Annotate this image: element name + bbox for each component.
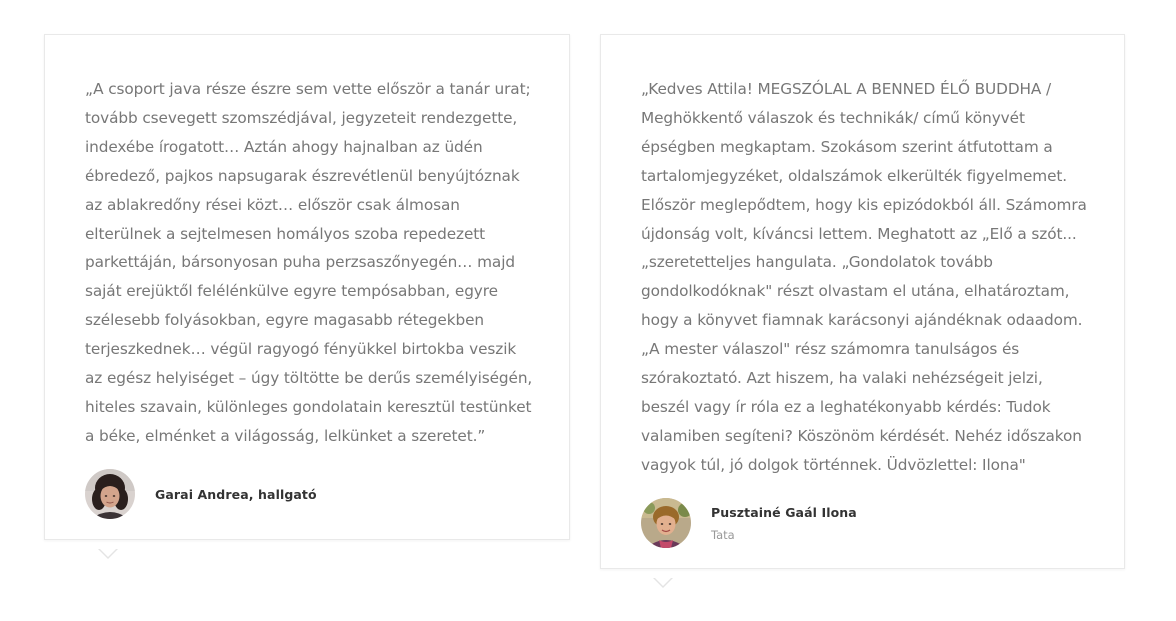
author-name: Garai Andrea, hallgató [155,486,317,502]
testimonial-card-1 [44,34,570,540]
author-location: Tata [711,527,735,542]
avatar [641,498,691,548]
avatar [85,469,135,519]
testimonial-quote: „Kedves Attila! MEGSZÓLAL A BENNED ÉLŐ BUDDHA / Meghökkentő válaszok és technikák/ című könyvét épségben megkaptam. Szokásom szerint átfutottam a tartalomjegyzéket, oldalszámok elkerülték figyelmemet. Először meglepődtem, hogy kis epizódokból áll. Számomra újdonság volt, kíváncsi lettem. Meghatott az „Elő a szót... „szeretetteljes hangulata. „Gondolatok tovább gondolkodóknak" részt olvastam el utána, elhatároztam, hogy a könyvet fiamnak karácsonyi ajándéknak odaadom. „A mester válaszol" rész számomra tanulságos és szórakoztató. Azt hiszem, ha valaki nehézségeit jelzi, beszél vagy ír róla ez a leghatékonyabb kérdés: Tudok valamiben segíteni? Köszönöm kérdését. Nehéz időszakon vagyok túl, jó dolgok történnek. Üdvözlettel: Ilona" [641,80,1087,474]
avatar-photo [641,498,691,548]
testimonial-card-2 [600,34,1125,569]
testimonial-author [641,498,857,548]
testimonial-author [85,469,317,519]
author-info [711,505,857,542]
author-info [155,487,317,502]
avatar-photo [85,469,135,519]
testimonial-quote: „A csoport java része észre sem vette először a tanár urat; tovább csevegett szomszédjával, jegyzeteit rendezgette, indexébe írogatott… Aztán ahogy hajnalban az üdén ébredező, pajkos napsugarak észrevétlenül benyújtóznak az ablakredőny rései közt… először csak álmosan elterülnek a sejtelmesen homályos szoba repedezett parkettáján, bársonyosan puha perzsaszőnyegén… majd saját erejüktől felélénkülve egyre tempósabban, egyre szélesebb folyásokban, egyre magasabb rétegekben terjeszkednek… végül ragyogó fényükkel birtokba veszik az egész helyiséget – úgy töltötte be derűs személyiségén, hiteles szavain, különleges gondolatain keresztül testünket a béke, elménket a világosság, lelkünket a szeretet.” [85,80,533,445]
author-name: Pusztainé Gaál Ilona [711,504,857,520]
